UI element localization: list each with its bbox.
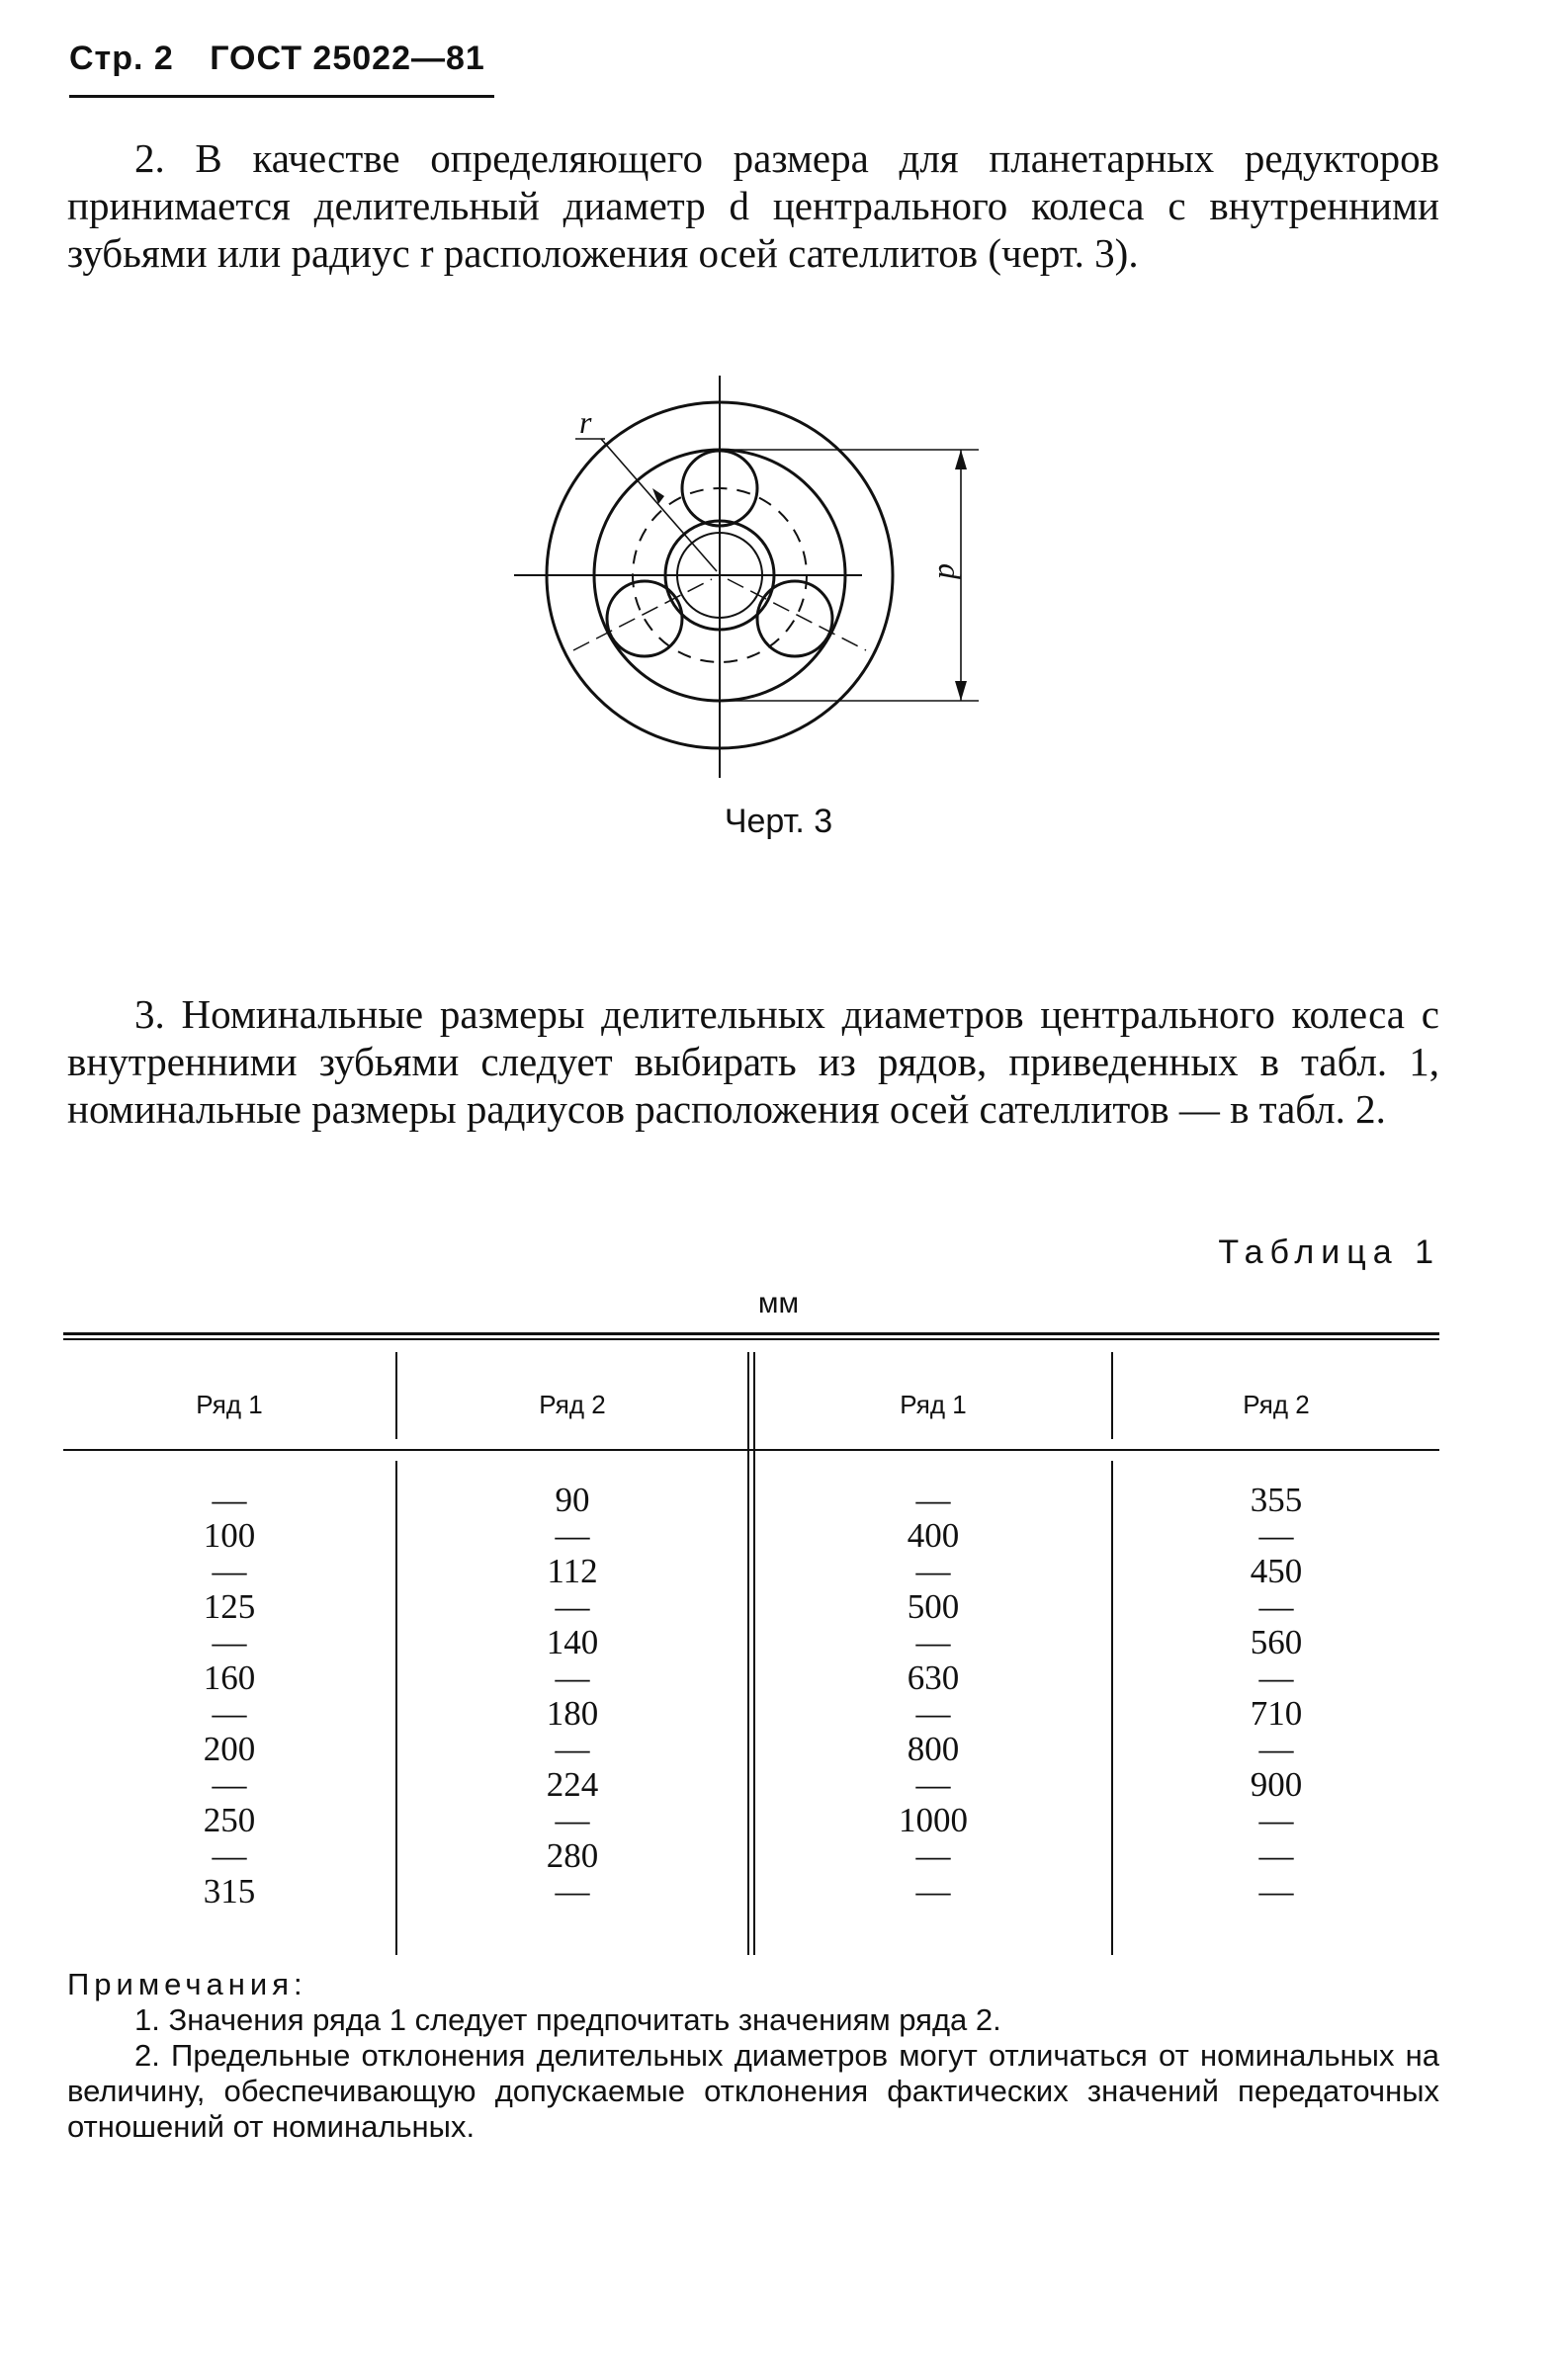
- table-cell: 355: [1250, 1481, 1303, 1519]
- planetary-gear-drawing: [514, 368, 989, 783]
- table-cell: 125: [203, 1587, 256, 1626]
- table-cell: —: [212, 1552, 247, 1590]
- table-top-rule-2: [63, 1338, 1439, 1340]
- table-cell: —: [915, 1481, 951, 1519]
- table-cell: 140: [546, 1623, 599, 1661]
- notes-title: Примечания:: [67, 1967, 307, 2001]
- col-separator-2a: [747, 1352, 749, 1955]
- table-cell: —: [212, 1481, 247, 1519]
- table-cell: —: [1258, 1801, 1294, 1839]
- table-cell: —: [212, 1694, 247, 1733]
- header-rule: [69, 95, 494, 98]
- table-cell: —: [1258, 1587, 1294, 1626]
- table-cell: —: [1258, 1872, 1294, 1911]
- page-number: Стр. 2: [69, 40, 174, 77]
- standard-number: ГОСТ 25022—81: [210, 40, 485, 77]
- table-header-rule: [63, 1449, 1439, 1451]
- table-cell: 224: [546, 1765, 599, 1804]
- header-row1-b: Ряд 1: [900, 1390, 967, 1419]
- table-cell: —: [555, 1516, 590, 1555]
- table-cell: —: [915, 1623, 951, 1661]
- table-cell: —: [555, 1658, 590, 1697]
- table-cell: —: [915, 1765, 951, 1804]
- label-d: d: [932, 563, 968, 579]
- note-2: 2. Предельные отклонения делительных диаметров могут отличаться от номинальных на величину, обеспечивающую допускаемые отклонения фактических значений передаточных отношений от номинальных.: [67, 2038, 1439, 2144]
- paragraph-2: 2. В качестве определяющего размера для планетарных редукторов принимается делительный диаметр d центрального колеса с внутренними зубьями или радиус r расположения осей сателлитов (черт. 3).: [67, 135, 1439, 276]
- paragraph-3: 3. Номинальные размеры делительных диаметров центрального колеса с внутренними зубьями следует выбирать из рядов, приведенных в табл. 1, номинальные размеры радиусов расположения осей сателлитов — в табл. 2.: [67, 991, 1439, 1132]
- table-cell: —: [1258, 1836, 1294, 1875]
- page-header: [69, 40, 485, 78]
- table-cell: 500: [907, 1587, 960, 1626]
- table-cell: —: [212, 1623, 247, 1661]
- table-cell: —: [915, 1694, 951, 1733]
- figure-caption: Черт. 3: [724, 803, 833, 840]
- table-cell: 112: [547, 1552, 598, 1590]
- table-cell: 250: [203, 1801, 256, 1839]
- table-cell: 160: [203, 1658, 256, 1697]
- column-row2-b: [1113, 1483, 1439, 1910]
- figure-planetary-gear: [514, 368, 989, 783]
- radius-arrowhead: [652, 488, 664, 504]
- table-cell: 560: [1250, 1623, 1303, 1661]
- table-cell: —: [555, 1587, 590, 1626]
- table-cell: —: [555, 1801, 590, 1839]
- dim-arrow-bottom: [955, 681, 967, 701]
- table-cell: —: [555, 1872, 590, 1911]
- table-cell: 1000: [899, 1801, 968, 1839]
- table-cell: 180: [546, 1694, 599, 1733]
- table-cell: 280: [546, 1836, 599, 1875]
- header-row2-a: Ряд 2: [539, 1390, 606, 1419]
- table-top-rule: [63, 1332, 1439, 1335]
- table-cell: 400: [907, 1516, 960, 1555]
- radius-leader: [601, 439, 717, 571]
- table-cell: 710: [1250, 1694, 1303, 1733]
- table-cell: —: [212, 1765, 247, 1804]
- header-row1-a: Ряд 1: [196, 1390, 263, 1419]
- label-r: r: [579, 404, 592, 440]
- dim-arrow-top: [955, 450, 967, 469]
- planet-right: [757, 581, 832, 656]
- column-row1-a: [63, 1483, 395, 1910]
- table-title: Таблица 1: [1218, 1233, 1440, 1271]
- notes: [67, 1967, 1439, 2145]
- table-cell: 200: [203, 1730, 256, 1768]
- table-cell: —: [1258, 1658, 1294, 1697]
- table-cell: 800: [907, 1730, 960, 1768]
- table-cell: —: [555, 1730, 590, 1768]
- table-cell: 450: [1250, 1552, 1303, 1590]
- note-1: 1. Значения ряда 1 следует предпочитать значениям ряда 2.: [134, 2002, 1001, 2037]
- table-cell: 900: [1250, 1765, 1303, 1804]
- table-unit: мм: [757, 1287, 800, 1319]
- table-cell: —: [915, 1552, 951, 1590]
- table-cell: —: [212, 1836, 247, 1875]
- table-cell: 315: [203, 1872, 256, 1911]
- table-cell: —: [915, 1872, 951, 1911]
- table-cell: —: [1258, 1730, 1294, 1768]
- column-row1-b: [755, 1483, 1111, 1910]
- table-cell: 630: [907, 1658, 960, 1697]
- table-cell: —: [1258, 1516, 1294, 1555]
- table-cell: 100: [203, 1516, 256, 1555]
- table-cell: 90: [555, 1481, 590, 1519]
- header-row2-b: Ряд 2: [1243, 1390, 1310, 1419]
- table-cell: —: [915, 1836, 951, 1875]
- column-row2-a: [397, 1483, 747, 1910]
